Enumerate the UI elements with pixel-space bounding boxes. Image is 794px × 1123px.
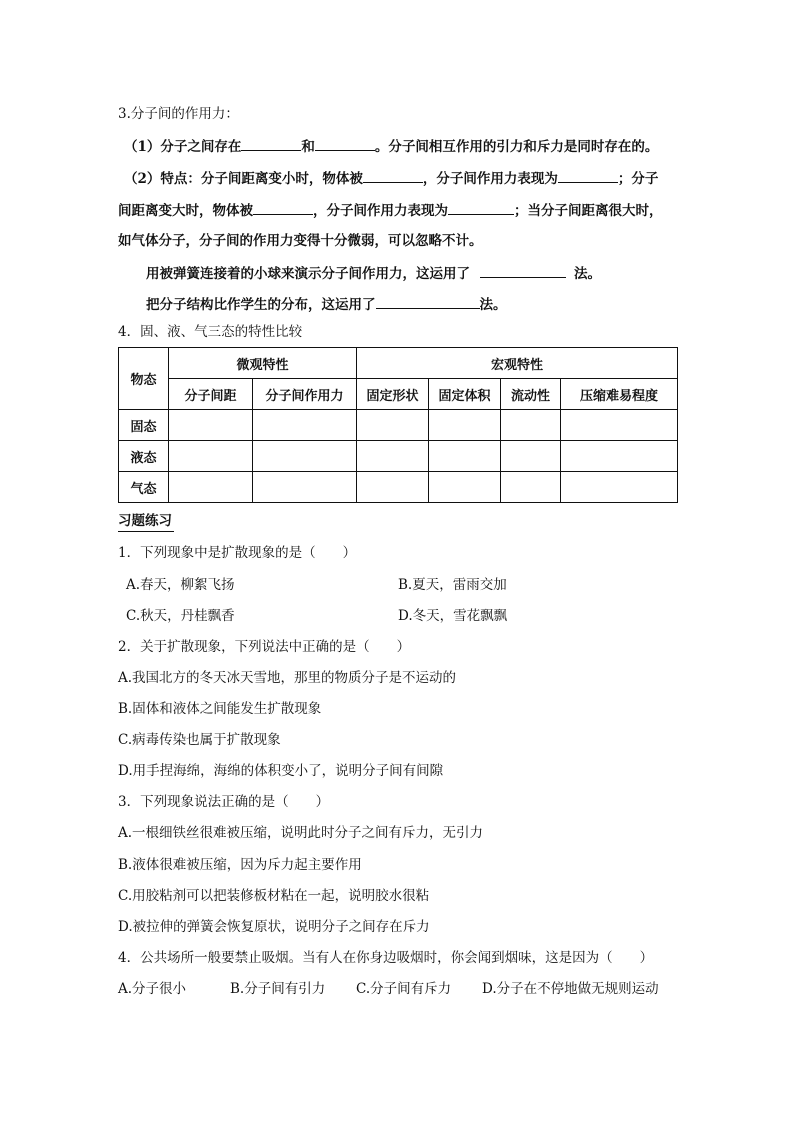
exercise-title: 习题练习 (118, 511, 174, 532)
table-cell[interactable] (357, 472, 429, 503)
section4-heading: 4．固、液、气三态的特性比较 (118, 324, 303, 340)
q3-option-c[interactable]: C.用胶粘剂可以把装修板材粘在一起，说明胶水很粘 (118, 888, 430, 904)
q1-option-a[interactable]: A.春天，柳絮飞扬 (126, 577, 235, 593)
q3-option-b[interactable]: B.液体很难被压缩，因为斥力起主要作用 (118, 857, 362, 873)
table-cell[interactable] (357, 410, 429, 441)
table-cell[interactable] (501, 441, 561, 472)
row-label-liquid: 液态 (119, 441, 169, 472)
fill-blank[interactable] (558, 168, 618, 183)
q2-option-c[interactable]: C.病毒传染也属于扩散现象 (118, 732, 281, 748)
q1-stem: 1．下列现象中是扩散现象的是（ ） (118, 545, 357, 561)
table-cell[interactable] (429, 472, 501, 503)
section3-heading: 3.分子间的作用力： (118, 106, 239, 122)
subheader-compressibility: 压缩难易程度 (561, 379, 678, 410)
q3-option-a[interactable]: A.一根细铁丝很难被压缩，说明此时分子之间有斥力，无引力 (118, 825, 484, 841)
q2-option-a[interactable]: A.我国北方的冬天冰天雪地，那里的物质分子是不运动的 (118, 670, 457, 686)
q2-option-d[interactable]: D.用手捏海绵，海绵的体积变小了，说明分子间有间隙 (118, 763, 444, 779)
fill-blank[interactable] (363, 168, 423, 183)
table-cell[interactable] (561, 472, 678, 503)
subheader-molecular-spacing: 分子间距 (169, 379, 253, 410)
q4-option-d[interactable]: D.分子在不停地做无规则运动 (482, 981, 659, 997)
text-span: ，分子间作用力表现为 (313, 203, 448, 219)
table-cell[interactable] (357, 441, 429, 472)
fill-blank[interactable] (253, 200, 313, 215)
section3-analogy-method (146, 294, 507, 315)
header-macro: 宏观特性 (357, 348, 678, 379)
table-cell[interactable] (253, 410, 357, 441)
q1-option-c[interactable]: C.秋天，丹桂飘香 (126, 608, 235, 624)
text-span: ；当分子间距离很大时， (514, 203, 663, 219)
text-span: 。分子间相互作用的引力和斥力是同时存在的。 (374, 139, 659, 155)
section3-item1 (124, 136, 658, 157)
section3-item2-line3: 如气体分子，分子间的作用力变得十分微弱，可以忽略不计。 (118, 233, 483, 249)
fill-blank[interactable] (241, 136, 301, 151)
text-span: （2）特点：分子间距离变小时，物体被 (124, 171, 363, 187)
text-span: ；分子 (617, 171, 659, 187)
table-cell[interactable] (561, 410, 678, 441)
table-row (119, 472, 678, 503)
header-state: 物态 (119, 348, 169, 410)
text-span: 法。 (574, 266, 601, 282)
subheader-molecular-force: 分子间作用力 (253, 379, 357, 410)
q3-option-d[interactable]: D.被拉伸的弹簧会恢复原状，说明分子之间存在斥力 (118, 919, 430, 935)
text-span: 和 (301, 139, 315, 155)
subheader-fixed-shape: 固定形状 (357, 379, 429, 410)
table-cell[interactable] (561, 441, 678, 472)
table-cell[interactable] (501, 472, 561, 503)
q2-option-b[interactable]: B.固体和液体之间能发生扩散现象 (118, 701, 322, 717)
q2-stem: 2．关于扩散现象，下列说法中正确的是（ ） (118, 639, 411, 655)
q4-stem: 4．公共场所一般要禁止吸烟。当有人在你身边吸烟时，你会闻到烟味，这是因为（ ） (118, 950, 654, 966)
row-label-gas: 气态 (119, 472, 169, 503)
header-micro: 微观特性 (169, 348, 357, 379)
subheader-fixed-volume: 固定体积 (429, 379, 501, 410)
subheader-fluidity: 流动性 (501, 379, 561, 410)
q1-option-b[interactable]: B.夏天，雷雨交加 (398, 577, 507, 593)
table-cell[interactable] (429, 441, 501, 472)
table-cell[interactable] (169, 472, 253, 503)
q4-option-a[interactable]: A.分子很小 (118, 981, 187, 997)
section3-spring-method (146, 263, 601, 284)
table-row (119, 410, 678, 441)
q1-option-d[interactable]: D.冬天，雪花飘飘 (398, 608, 508, 624)
fill-blank[interactable] (376, 294, 480, 309)
table-cell[interactable] (253, 472, 357, 503)
q3-stem: 3．下列现象说法正确的是（ ） (118, 794, 330, 810)
row-label-solid: 固态 (119, 410, 169, 441)
section3-item2-line1 (124, 168, 658, 189)
states-comparison-table (118, 347, 678, 503)
q4-option-c[interactable]: C.分子间有斥力 (356, 981, 452, 997)
text-span: ，分子间作用力表现为 (422, 171, 558, 187)
fill-blank[interactable] (448, 200, 514, 215)
table-row (119, 441, 678, 472)
fill-blank[interactable] (480, 263, 566, 278)
table-cell[interactable] (169, 441, 253, 472)
fill-blank[interactable] (315, 136, 375, 151)
text-span: 用被弹簧连接着的小球来演示分子间作用力，这运用了 (146, 266, 470, 282)
table-cell[interactable] (429, 410, 501, 441)
q4-option-b[interactable]: B.分子间有引力 (230, 981, 326, 997)
text-span: 把分子结构比作学生的分布，这运用了 (146, 297, 376, 313)
text-span: 法。 (479, 297, 507, 313)
table-cell[interactable] (253, 441, 357, 472)
section3-item2-line2 (118, 200, 663, 221)
table-cell[interactable] (501, 410, 561, 441)
text-span: 间距离变大时，物体被 (118, 203, 253, 219)
text-span: （1）分子之间存在 (124, 139, 242, 155)
table-cell[interactable] (169, 410, 253, 441)
